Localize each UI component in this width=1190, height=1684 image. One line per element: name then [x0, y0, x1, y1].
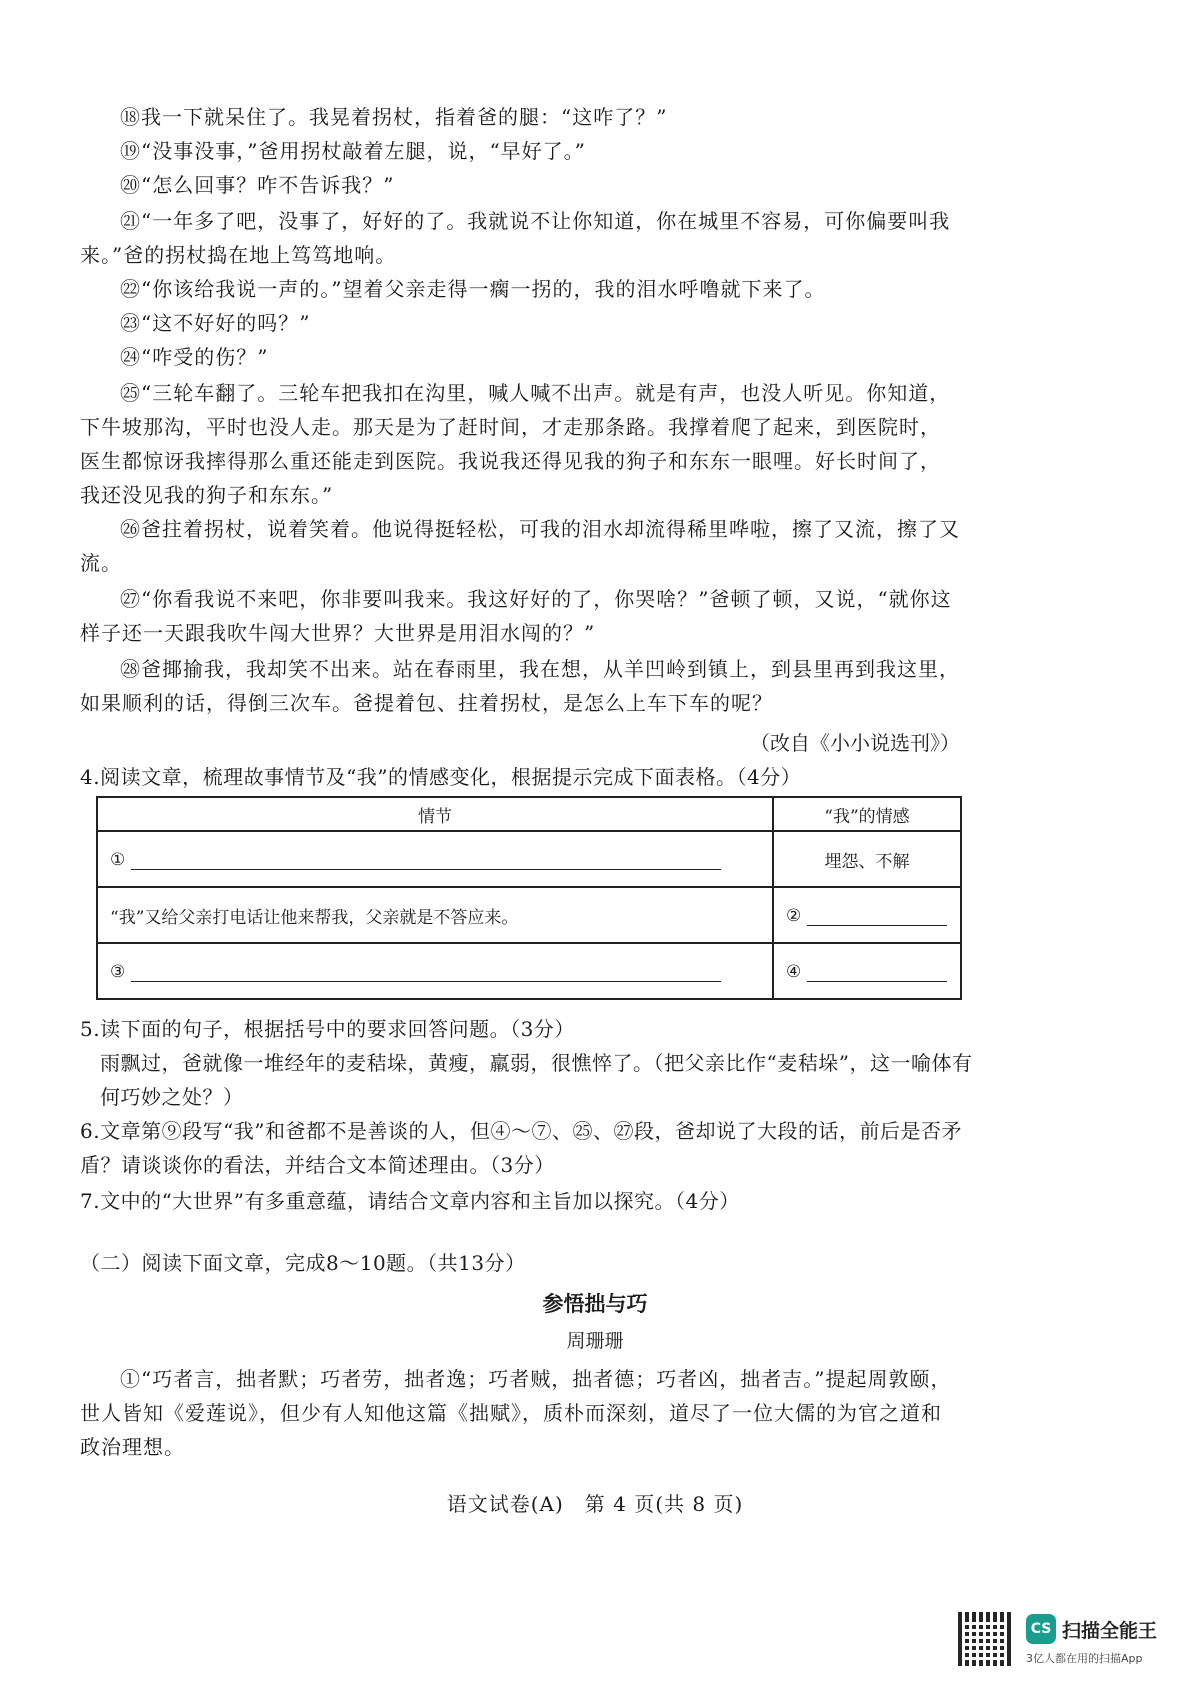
source-citation: （改自《小小说选刊》）: [750, 731, 960, 755]
camscanner-logo-icon: CS: [1026, 1614, 1056, 1644]
header-emotion: “我”的情感: [773, 797, 961, 831]
paragraph-22: ㉒“你该给我说一声的。”望着父亲走得一瘸一拐的，我的泪水呼噜就下来了。: [120, 277, 826, 301]
plot-cell-2: [97, 887, 773, 943]
plot-blank-3[interactable]: [131, 961, 721, 982]
emotion-blank-4[interactable]: [807, 961, 947, 982]
table-row: [97, 831, 961, 887]
plot-text-2: “我”又给父亲打电话让他来帮我，父亲就是不答应来。: [110, 907, 519, 928]
header-plot: 情节: [97, 797, 773, 831]
emotion-marker-4: ④: [786, 961, 802, 982]
question-4-prompt: 4.阅读文章，梳理故事情节及“我”的情感变化，根据提示完成下面表格。（4分）: [80, 765, 802, 789]
article-paragraph-1: ①“巧者言，拙者默；巧者劳，拙者逸；巧者贼，拙者德；巧者凶，拙者吉。”提起周敦颐，世人皆知《爱莲说》，但少有人知他这篇《拙赋》，质朴而深刻，道尽了一位大儒的为官之道和政治理想。: [80, 1367, 952, 1459]
paragraph-28: ㉘爸揶揄我，我却笑不出来。站在春雨里，我在想，从羊凹岭到镇上，到县里再到我这里，如果顺利的话，得倒三次车。爸提着包、拄着拐杖，是怎么上车下车的呢？: [80, 657, 960, 715]
question-5-sentence: 雨飘过，爸就像一堆经年的麦秸垛，黄瘦，羸弱，很憔悴了。（把父亲比作“麦秸垛”，这一喻体有何巧妙之处？）: [100, 1051, 973, 1109]
paragraph-25: ㉕“三轮车翻了。三轮车把我扣在沟里，喊人喊不出声。就是有声，也没人听见。你知道，下牛坡那沟，平时也没人走。那天是为了赶时间，才走那条路。我撑着爬了起来，到医院时，医生都惊讶我摔得那么重还能走到医院。我说我还得见我的狗子和东东一眼哩。好长时间了，我还没见我的狗子和东东。”: [80, 381, 951, 507]
article-author: 周珊珊: [566, 1330, 624, 1352]
paragraph-27: ㉗“你看我说不来吧，你非要叫我来。我这好好的了，你哭啥？”爸顿了顿，又说，“就你这样子还一天跟我吹牛闯大世界？大世界是用泪水闯的？”: [80, 587, 952, 645]
plot-cell-3[interactable]: [97, 943, 773, 999]
plot-blank-1[interactable]: [131, 849, 721, 870]
paragraph-24: ㉔“咋受的伤？”: [120, 345, 269, 369]
paragraph-20: ⑳“怎么回事？咋不告诉我？”: [120, 173, 395, 197]
plot-marker-3: ③: [110, 961, 126, 982]
paragraph-19: ⑲“没事没事，”爸用拐杖敲着左腿，说，“早好了。”: [120, 139, 586, 163]
paragraph-18: ⑱我一下就呆住了。我晃着拐杖，指着爸的腿：“这咋了？”: [120, 105, 668, 129]
emotion-cell-2[interactable]: [773, 887, 961, 943]
table-header-row: [97, 797, 961, 831]
emotion-text-1: 埋怨、不解: [824, 851, 910, 872]
article-title: 参悟拙与巧: [542, 1292, 648, 1316]
emotion-marker-2: ②: [786, 905, 802, 926]
question-6-prompt: 6.文章第⑨段写“我”和爸都不是善谈的人，但④～⑦、㉕、㉗段，爸却说了大段的话，前后是否矛盾？请谈谈你的看法，并结合文本简述理由。（3分）: [80, 1119, 963, 1177]
question-5: [80, 1012, 980, 1114]
table-row: [97, 887, 961, 943]
emotion-blank-2[interactable]: [807, 905, 947, 926]
paragraph-23: ㉓“这不好好的吗？”: [120, 311, 311, 335]
question-7-prompt: 7.文中的“大世界”有多重意蕴，请结合文章内容和主旨加以探究。（4分）: [80, 1189, 740, 1213]
emotion-cell-3[interactable]: [773, 943, 961, 999]
plot-cell-1[interactable]: [97, 831, 773, 887]
brand-name: 扫描全能王: [1062, 1620, 1158, 1642]
plot-emotion-table: [96, 796, 962, 1000]
scanner-watermark: [958, 1612, 1178, 1672]
question-5-prompt: 5.读下面的句子，根据括号中的要求回答问题。（3分）: [80, 1017, 575, 1041]
qr-code-icon: [958, 1612, 1012, 1666]
emotion-cell-1: [773, 831, 961, 887]
page-footer: 语文试卷(A) 第 4 页(共 8 页): [446, 1492, 744, 1516]
question-6: [80, 1114, 980, 1182]
paragraph-26: ㉖爸拄着拐杖，说着笑着。他说得挺轻松，可我的泪水却流得稀里哗啦，擦了又流，擦了又流。: [80, 517, 960, 575]
section-2-heading: （二）阅读下面文章，完成8～10题。（共13分）: [80, 1251, 526, 1275]
brand-tagline: 3亿人都在用的扫描App: [1026, 1652, 1143, 1665]
table-row: [97, 943, 961, 999]
plot-marker-1: ①: [110, 849, 126, 870]
paragraph-21: ㉑“一年多了吧，没事了，好好的了。我就说不让你知道，你在城里不容易，可你偏要叫我来。”爸的拐杖捣在地上笃笃地响。: [80, 209, 951, 267]
